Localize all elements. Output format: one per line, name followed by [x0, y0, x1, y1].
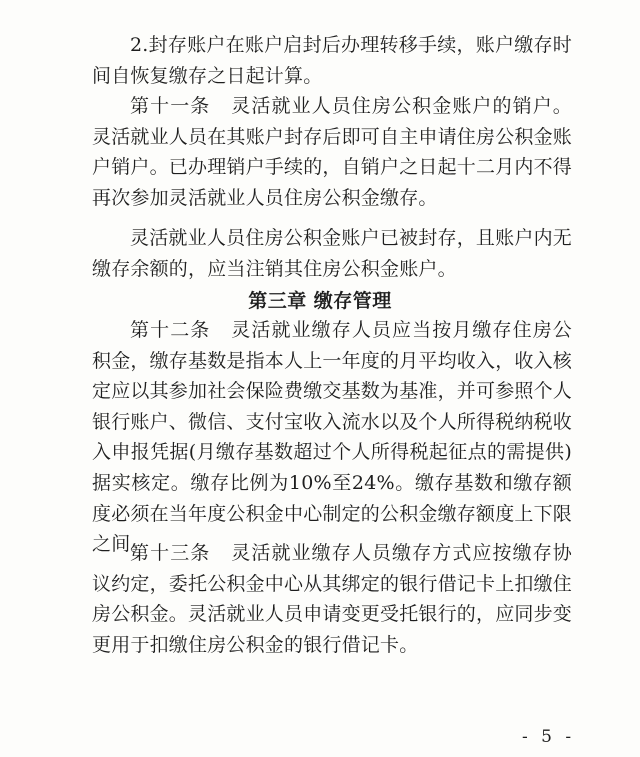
- article-12-text: 灵活就业缴存人员应当按月缴存住房公积金，缴存基数是指本人上一年度的月平均收入，收入核定应以其参加社会保险费缴交基数为基准，并可参照个人银行账户、微信、支付宝收入流水以及个人所得税纳税收入申报凭据(月缴存基数超过个人所得税起征点的需提供)据实核定。缴存比例为10%至24%。缴存基数和缴存额度必须在当年度公积金中心制定的公积金缴存额度上下限之间。: [92, 319, 573, 556]
- chapter-title: 第三章 缴存管理: [248, 290, 392, 312]
- article-12-label: 第十二条: [130, 319, 211, 341]
- article-12-paragraph: [92, 315, 572, 560]
- article-12: [92, 315, 572, 560]
- article-13-label: 第十三条: [130, 542, 211, 564]
- article-13-text: 灵活就业缴存人员缴存方式应按缴存协议约定，委托公积金中心从其绑定的银行借记卡上扣缴住房公积金。灵活就业人员申请变更受托银行的，应同步变更用于扣缴住房公积金的银行借记卡。: [92, 542, 573, 656]
- article-11-label: 第十一条: [130, 95, 211, 117]
- page-number: - 5 -: [522, 727, 576, 747]
- clause-item-2-text: 2.封存账户在账户启封后办理转移手续，账户缴存时间自恢复缴存之日起计算。: [92, 34, 572, 87]
- article-11: [92, 91, 572, 213]
- sealed-account-clause: [92, 223, 572, 284]
- clause-item-2: [92, 30, 572, 91]
- article-13: [92, 538, 572, 660]
- article-11-text: 灵活就业人员住房公积金账户的销户。灵活就业人员在其账户封存后即可自主申请住房公积金账户销户。已办理销户手续的，自销户之日起十二月内不得再次参加灵活就业人员住房公积金缴存。: [92, 95, 573, 209]
- article-11-paragraph: [92, 91, 572, 213]
- article-13-paragraph: [92, 538, 572, 660]
- sealed-account-text: 灵活就业人员住房公积金账户已被封存，且账户内无缴存余额的，应当注销其住房公积金账户。: [92, 227, 572, 280]
